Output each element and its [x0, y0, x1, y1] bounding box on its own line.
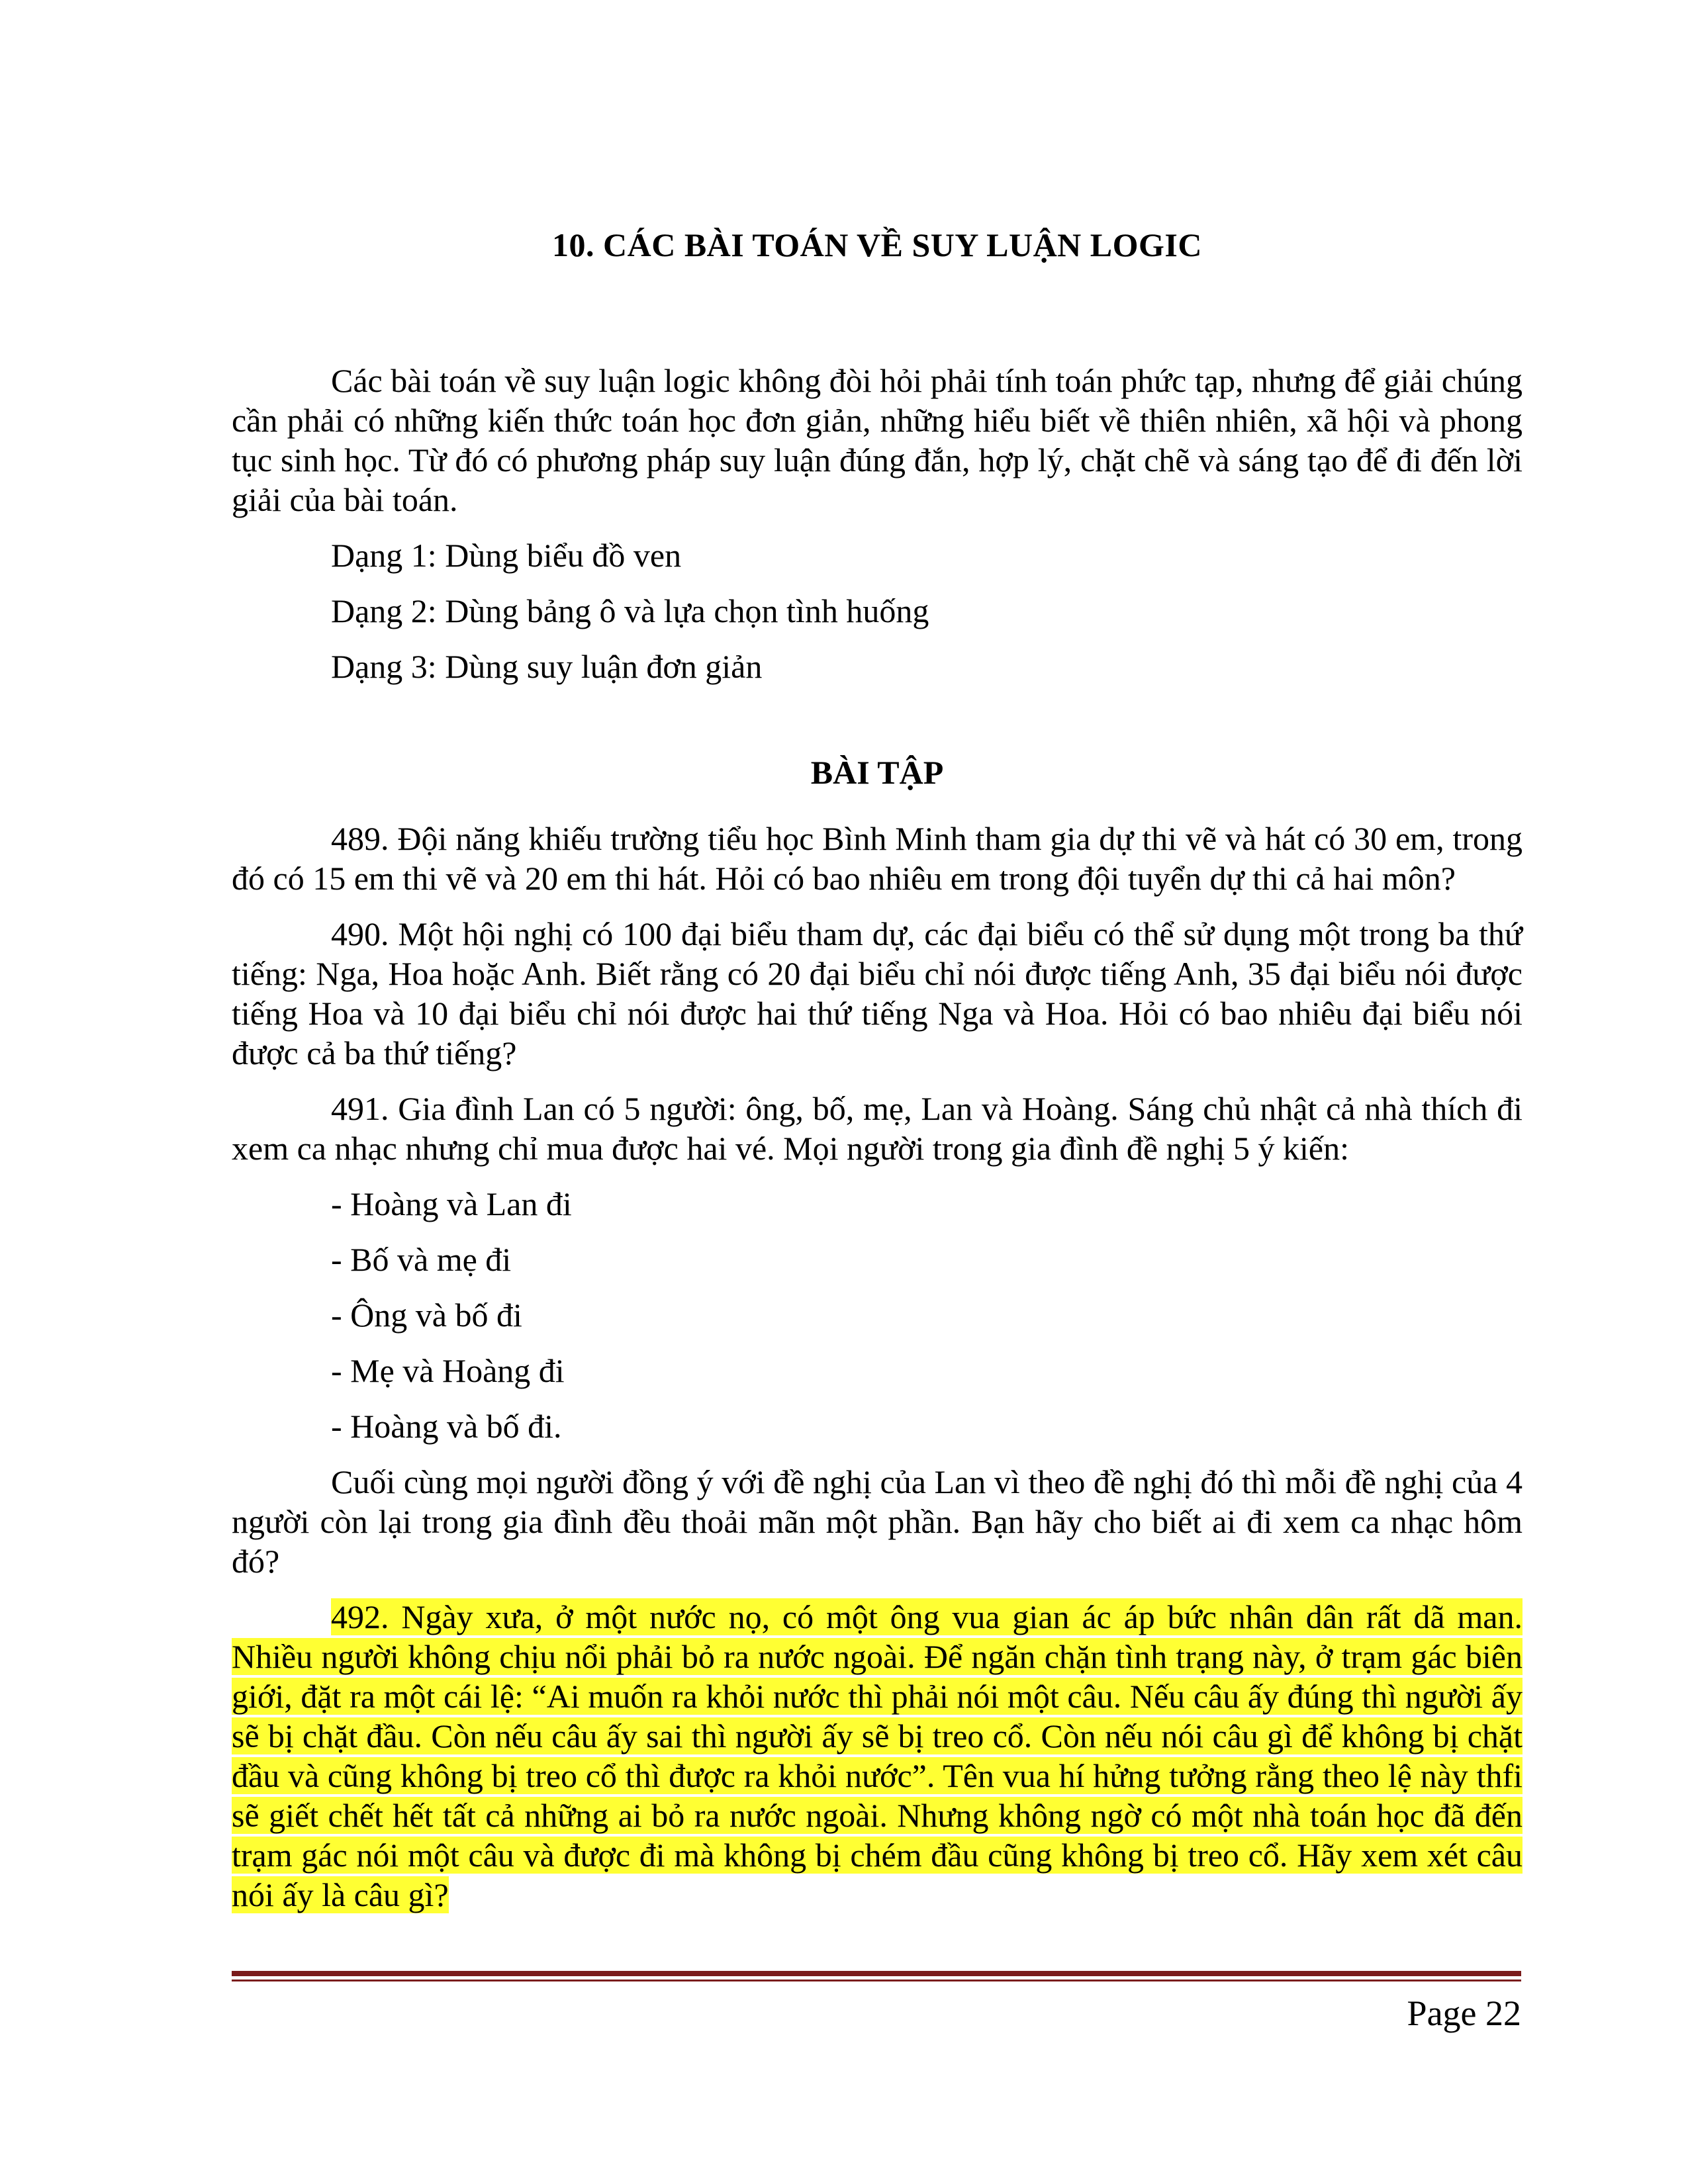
footer-divider-thin — [232, 1979, 1521, 1981]
problem-491-option-3: - Ông và bố đi — [331, 1297, 522, 1334]
problem-491-conclusion: Cuối cùng mọi người đồng ý với đề nghị của Lan vì theo đề nghị đó thì mỗi đề nghị của 4 người còn lại trong gia đình đều thoải mãn một phần. Bạn hãy cho biết ai đi xem ca nhạc hôm đó? — [232, 1463, 1523, 1580]
problem-489: 489. Đội năng khiếu trường tiểu học Bình Minh tham gia dự thi vẽ và hát có 30 em, trong đó có 15 em thi vẽ và 20 em thi hát. Hỏi có bao nhiêu em trong đội tuyển dự thi cả hai môn? — [232, 820, 1523, 897]
problem-491-option-5: - Hoàng và bố đi. — [331, 1408, 562, 1445]
footer-divider-thick — [232, 1971, 1521, 1976]
page-number: Page 22 — [1407, 1993, 1521, 2033]
footer-divider — [232, 1971, 1521, 1981]
type-item-1: Dạng 1: Dùng biểu đồ ven — [331, 537, 682, 574]
type-item-2: Dạng 2: Dùng bảng ô và lựa chọn tình huống — [331, 592, 929, 629]
problem-491-option-2: - Bố và mẹ đi — [331, 1241, 512, 1278]
problem-491-intro: 491. Gia đình Lan có 5 người: ông, bố, mẹ, Lan và Hoàng. Sáng chủ nhật cả nhà thích đi xem ca nhạc nhưng chỉ mua được hai vé. Mọi người trong gia đình đề nghị 5 ý kiến: — [232, 1090, 1523, 1167]
problem-490: 490. Một hội nghị có 100 đại biểu tham dự, các đại biểu có thể sử dụng một trong ba thứ tiếng: Nga, Hoa hoặc Anh. Biết rằng có 20 đại biểu chỉ nói được tiếng Anh, 35 đại biểu nói được tiếng Hoa và 10 đại biểu chỉ nói được hai thứ tiếng Nga và Hoa. Hỏi có bao nhiêu đại biểu nói được cả ba thứ tiếng? — [232, 915, 1523, 1071]
highlighted-text: 492. Ngày xưa, ở một nước nọ, có một ông vua gian ác áp bức nhân dân rất dã man. Nhiều người không chịu nổi phải bỏ ra nước ngoài. Để ngăn chặn tình trạng này, ở trạm gác biên giới, đặt ra một cái lệ: “Ai muốn ra khỏi nước thì phải nói một câu. Nếu câu ấy đúng thì người ấy sẽ bị chặt đầu. Còn nếu câu ấy sai thì người ấy sẽ bị treo cổ. Còn nếu nói câu gì để không bị chặt đầu và cũng không bị treo cổ thì được ra khỏi nước”. Tên vua hí hửng tưởng rằng theo lệ này thfi sẽ giết chết hết tất cả những ai bỏ ra nước ngoài. Nhưng không ngờ có một nhà toán học đã đến trạm gác nói một câu và được đi mà không bị chém đầu cũng không bị treo cổ. Hãy xem xét câu nói ấy là câu gì? — [232, 1598, 1523, 1913]
intro-paragraph: Các bài toán về suy luận logic không đòi hỏi phải tính toán phức tạp, nhưng để giải chúng cần phải có những kiến thức toán học đơn giản, những hiểu biết về thiên nhiên, xã hội và phong tục sinh học. Từ đó có phương pháp suy luận đúng đắn, hợp lý, chặt chẽ và sáng tạo để đi đến lời giải của bài toán. — [232, 362, 1523, 518]
problem-491-option-4: - Mẹ và Hoàng đi — [331, 1352, 565, 1389]
page-title: 10. CÁC BÀI TOÁN VỀ SUY LUẬN LOGIC — [552, 226, 1202, 263]
page-content — [232, 225, 1523, 1931]
exercises-heading: BÀI TẬP — [810, 754, 944, 791]
problem-491-option-1: - Hoàng và Lan đi — [331, 1185, 572, 1222]
type-item-3: Dạng 3: Dùng suy luận đơn giản — [331, 648, 763, 685]
problem-492 — [232, 1597, 1523, 1915]
